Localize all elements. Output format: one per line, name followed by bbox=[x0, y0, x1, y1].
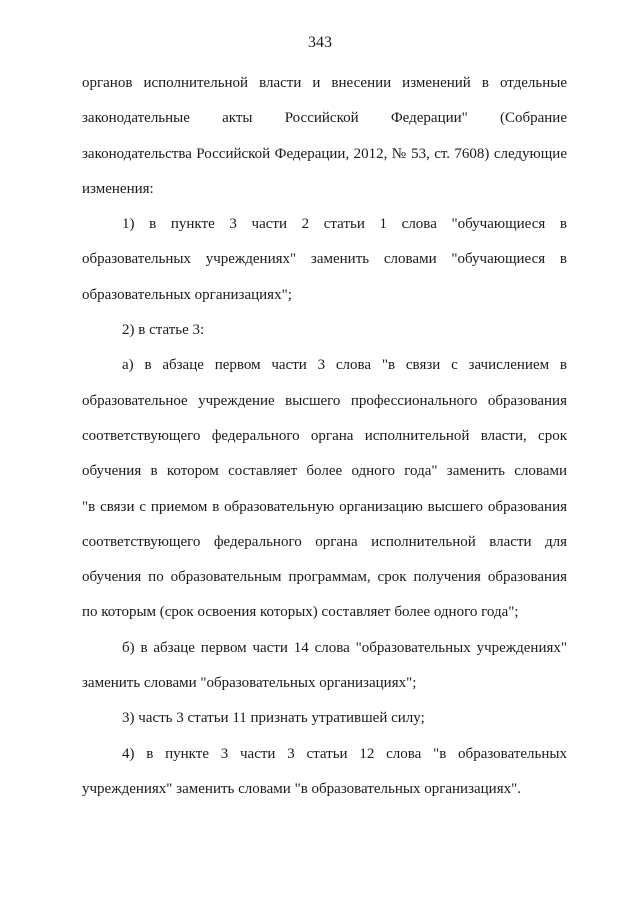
text-line: заменить словами "образовательных организациях"; bbox=[82, 675, 417, 692]
text-line: по которым (срок освоения которых) составляет более одного года"; bbox=[82, 604, 519, 621]
text-line: учреждениях" заменить словами "в образовательных организациях". bbox=[82, 780, 521, 797]
text-line: законодательные акты Российской Федерации" (Собрание bbox=[82, 110, 567, 127]
text-line: органов исполнительной власти и внесении изменений в отдельные bbox=[82, 75, 567, 91]
text-line: "в связи с приемом в образовательную организацию высшего образования bbox=[82, 498, 567, 515]
text-line: б) в абзаце первом части 14 слова "образовательных учреждениях" bbox=[122, 639, 567, 656]
text-line: образовательное учреждение высшего профессионального образования bbox=[82, 392, 567, 409]
text-line: законодательства Российской Федерации, 2012, № 53, ст. 7608) следующие bbox=[82, 145, 567, 162]
text-line: а) в абзаце первом части 3 слова "в связи с зачислением в bbox=[122, 357, 567, 374]
text-line: 1) в пункте 3 части 2 статьи 1 слова "обучающиеся в bbox=[122, 216, 567, 233]
text-line: образовательных организациях"; bbox=[82, 286, 292, 303]
text-line: 2) в статье 3: bbox=[122, 322, 205, 339]
text-line: обучения по образовательным программам, срок получения образования bbox=[82, 569, 567, 586]
text-line: 3) часть 3 статьи 11 признать утратившей силу; bbox=[122, 710, 425, 727]
text-line: образовательных учреждениях" заменить словами "обучающиеся в bbox=[82, 251, 567, 268]
document-body bbox=[82, 66, 567, 807]
text-line: соответствующего федерального органа исполнительной власти для bbox=[82, 533, 567, 550]
page-number: 343 bbox=[308, 34, 332, 51]
text-line: обучения в котором составляет более одного года" заменить словами bbox=[82, 463, 567, 480]
text-line: 4) в пункте 3 части 3 статьи 12 слова "в образовательных bbox=[122, 745, 567, 762]
text-line: изменения: bbox=[82, 180, 154, 197]
text-line: соответствующего федерального органа исполнительной власти, срок bbox=[82, 427, 567, 444]
